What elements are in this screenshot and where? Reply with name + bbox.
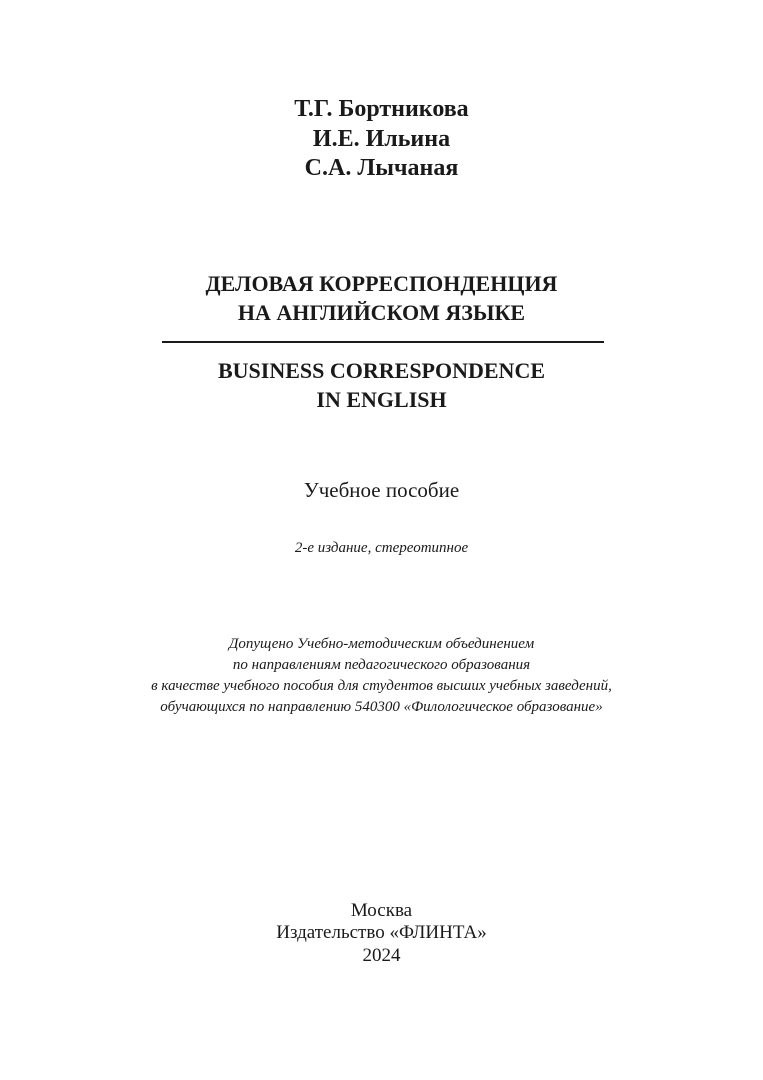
author-name: С.А. Лычаная bbox=[304, 155, 459, 181]
approval-line: Допущено Учебно-методическим объединением bbox=[228, 636, 535, 652]
title-en-line: IN ENGLISH bbox=[316, 387, 447, 412]
title-en-line: BUSINESS CORRESPONDENCE bbox=[217, 358, 546, 383]
edition-note: 2-е издание, стереотипное bbox=[294, 540, 469, 556]
imprint-city: Москва bbox=[350, 900, 413, 921]
imprint-year: 2024 bbox=[362, 945, 401, 966]
document-type: Учебное пособие bbox=[303, 478, 460, 502]
author-name: И.Е. Ильина bbox=[312, 126, 451, 152]
author-name: Т.Г. Бортникова bbox=[294, 96, 469, 122]
title-ru-line: ДЕЛОВАЯ КОРРЕСПОНДЕНЦИЯ bbox=[205, 271, 558, 296]
title-divider bbox=[162, 341, 604, 343]
title-ru-line: НА АНГЛИЙСКОМ ЯЗЫКЕ bbox=[237, 300, 526, 325]
approval-line: в качестве учебного пособия для студентов высших учебных заведений, bbox=[151, 678, 612, 694]
approval-line: обучающихся по направлению 540300 «Филологическое образование» bbox=[160, 699, 603, 715]
imprint-publisher: Издательство «ФЛИНТА» bbox=[276, 922, 487, 943]
approval-line: по направлениям педагогического образования bbox=[232, 657, 531, 673]
